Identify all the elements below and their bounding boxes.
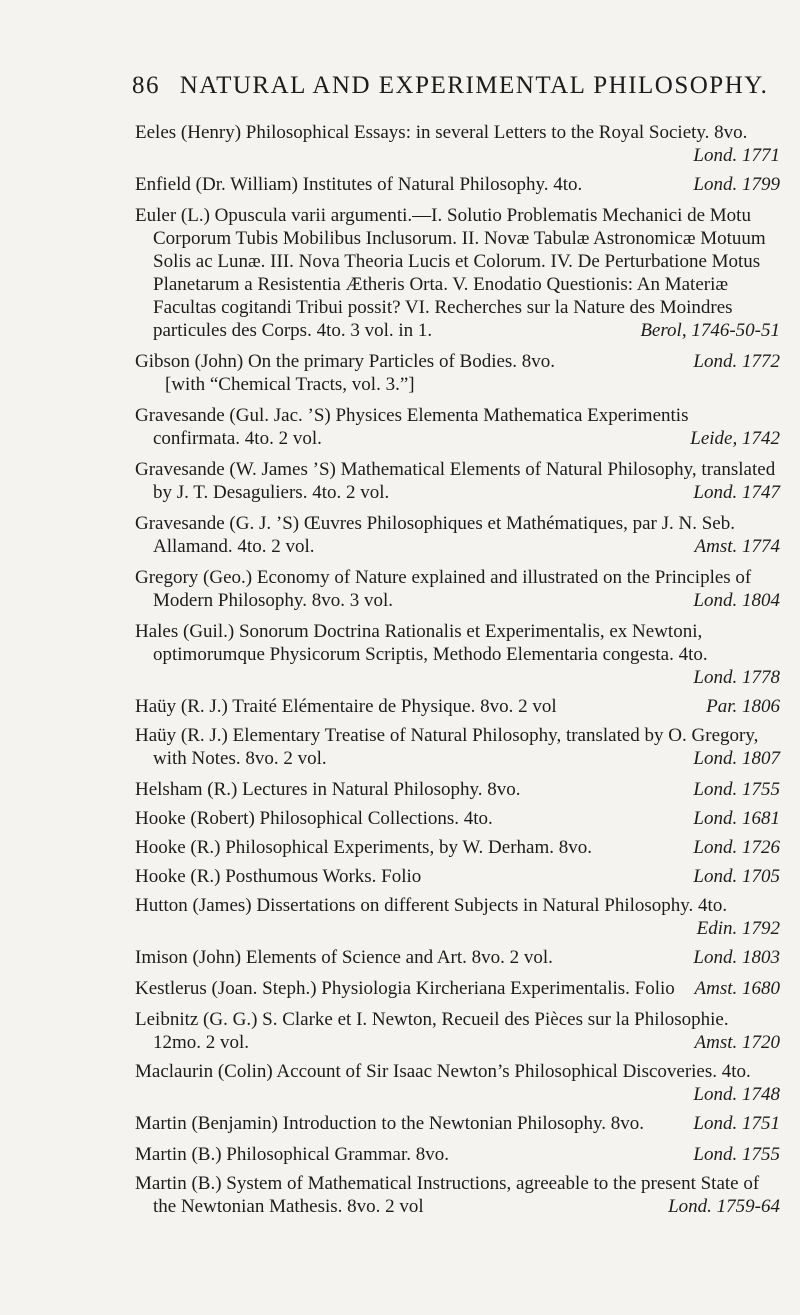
bibliography-entry bbox=[135, 946, 780, 969]
entry-imprint: Amst. 1774 bbox=[694, 536, 780, 557]
entry-text: Gravesande (Gul. Jac. ’S) Physices Elementa Mathematica Experimentis confirmata. 4to. 2 vol. bbox=[135, 405, 689, 449]
entry-text: Leibnitz (G. G.) S. Clarke et I. Newton, Recueil des Pièces sur la Philosophie. 12mo. 2 vol. bbox=[135, 1009, 729, 1053]
entry-text: Haüy (R. J.) Traité Elémentaire de Physique. 8vo. 2 vol bbox=[135, 696, 557, 717]
bibliography-entry bbox=[135, 512, 780, 558]
page-number: 86 bbox=[132, 72, 160, 99]
entry-imprint: Lond. 1748 bbox=[693, 1084, 780, 1105]
bibliography-entry bbox=[135, 807, 780, 830]
bibliography-entry bbox=[135, 778, 780, 801]
entry-text: Helsham (R.) Lectures in Natural Philosophy. 8vo. bbox=[135, 779, 521, 800]
entry-note: [with “Chemical Tracts, vol. 3.”] bbox=[165, 374, 415, 395]
entry-text: Gravesande (G. J. ’S) Œuvres Philosophiques et Mathématiques, par J. N. Seb. Allamand. 4to. 2 vol. bbox=[135, 513, 735, 557]
entry-imprint: Lond. 1771 bbox=[693, 145, 780, 166]
bibliography-entry bbox=[135, 204, 780, 342]
entry-text: Hutton (James) Dissertations on different Subjects in Natural Philosophy. 4to. bbox=[135, 895, 728, 916]
bibliography-entry bbox=[135, 1008, 780, 1054]
entry-text: Enfield (Dr. William) Institutes of Natural Philosophy. 4to. bbox=[135, 174, 583, 195]
entry-text: Martin (B.) System of Mathematical Instructions, agreeable to the present State of the Newtonian Mathesis. 8vo. 2 vol bbox=[135, 1173, 760, 1217]
entry-imprint: Amst. 1720 bbox=[694, 1032, 780, 1053]
bibliography-entry bbox=[135, 1060, 780, 1106]
entry-imprint: Lond. 1807 bbox=[693, 748, 780, 769]
bibliography-entry bbox=[135, 695, 780, 718]
entry-text: Euler (L.) Opuscula varii argumenti.—I. Solutio Problematis Mechanici de Motu Corporum Tubis Mobilibus Inclusorum. II. Novæ Tabulæ Astronomicæ Motuum Solis ac Lunæ. III. Nova Theoria Lucis et Colorum. IV. De Perturbatione Motus Planetarum a Resistentia Ætheris Orta. V. Enodatio Questionis: An Materiæ Facultas cogitandi Tribui possit? VI. Recherches sur la Nature des Moindres particules des Corps. 4to. 3 vol. in 1. bbox=[135, 205, 766, 341]
entry-imprint: Lond. 1759-64 bbox=[668, 1196, 780, 1217]
entry-imprint: Par. 1806 bbox=[706, 696, 780, 717]
entry-text: Haüy (R. J.) Elementary Treatise of Natural Philosophy, translated by O. Gregory, with Notes. 8vo. 2 vol. bbox=[135, 725, 759, 769]
entry-text: Kestlerus (Joan. Steph.) Physiologia Kircheriana Experimentalis. Folio bbox=[135, 978, 675, 999]
bibliography-list bbox=[135, 121, 780, 1224]
bibliography-entry bbox=[135, 724, 780, 770]
entry-text: Imison (John) Elements of Science and Art. 8vo. 2 vol. bbox=[135, 947, 553, 968]
bibliography-entry bbox=[135, 620, 780, 689]
entry-imprint: Lond. 1747 bbox=[693, 482, 780, 503]
bibliography-entry bbox=[135, 836, 780, 859]
entry-imprint: Lond. 1755 bbox=[693, 1144, 780, 1165]
entry-text: Hooke (R.) Posthumous Works. Folio bbox=[135, 866, 422, 887]
bibliography-entry bbox=[135, 173, 780, 196]
entry-text: Gregory (Geo.) Economy of Nature explained and illustrated on the Principles of Modern Philosophy. 8vo. 3 vol. bbox=[135, 567, 752, 611]
entry-imprint: Lond. 1681 bbox=[693, 808, 780, 829]
entry-text: Eeles (Henry) Philosophical Essays: in several Letters to the Royal Society. 8vo. bbox=[135, 122, 748, 143]
entry-text: Martin (B.) Philosophical Grammar. 8vo. bbox=[135, 1144, 449, 1165]
entry-imprint: Lond. 1755 bbox=[693, 779, 780, 800]
bibliography-entry bbox=[135, 1172, 780, 1218]
entry-imprint: Lond. 1803 bbox=[693, 947, 780, 968]
entry-imprint: Amst. 1680 bbox=[694, 978, 780, 999]
entry-imprint: Lond. 1726 bbox=[693, 837, 780, 858]
entry-text: Gibson (John) On the primary Particles of Bodies. 8vo. bbox=[135, 351, 556, 372]
entry-imprint: Lond. 1751 bbox=[693, 1113, 780, 1134]
entry-imprint: Lond. 1772 bbox=[693, 351, 780, 372]
bibliography-entry bbox=[135, 1112, 780, 1135]
page-header bbox=[132, 72, 768, 100]
entry-text: Gravesande (W. James ’S) Mathematical Elements of Natural Philosophy, translated by J. T. Desaguliers. 4to. 2 vol. bbox=[135, 459, 776, 503]
entry-imprint: Lond. 1705 bbox=[693, 866, 780, 887]
entry-imprint: Leide, 1742 bbox=[690, 428, 780, 449]
bibliography-entry bbox=[135, 865, 780, 888]
entry-imprint: Edin. 1792 bbox=[696, 918, 780, 939]
bibliography-entry bbox=[135, 458, 780, 504]
entry-imprint: Lond. 1778 bbox=[693, 667, 780, 688]
entry-text: Hales (Guil.) Sonorum Doctrina Rationalis et Experimentalis, ex Newtoni, optimorumque Physicorum Scriptis, Methodo Elementaria congesta. 4to. bbox=[135, 621, 708, 665]
bibliography-entry bbox=[135, 350, 780, 396]
entry-text: Maclaurin (Colin) Account of Sir Isaac Newton’s Philosophical Discoveries. 4to. bbox=[135, 1061, 751, 1082]
bibliography-entry bbox=[135, 121, 780, 167]
entry-text: Martin (Benjamin) Introduction to the Newtonian Philosophy. 8vo. bbox=[135, 1113, 645, 1134]
bibliography-entry bbox=[135, 894, 780, 940]
entry-imprint: Lond. 1804 bbox=[693, 590, 780, 611]
entry-imprint: Berol, 1746-50-51 bbox=[640, 320, 780, 341]
bibliography-entry bbox=[135, 977, 780, 1000]
entry-imprint: Lond. 1799 bbox=[693, 174, 780, 195]
entry-text: Hooke (Robert) Philosophical Collections. 4to. bbox=[135, 808, 493, 829]
entry-text: Hooke (R.) Philosophical Experiments, by W. Derham. 8vo. bbox=[135, 837, 592, 858]
bibliography-entry bbox=[135, 404, 780, 450]
page-title: NATURAL AND EXPERIMENTAL PHILOSOPHY. bbox=[179, 72, 769, 99]
bibliography-entry bbox=[135, 566, 780, 612]
bibliography-entry bbox=[135, 1143, 780, 1166]
